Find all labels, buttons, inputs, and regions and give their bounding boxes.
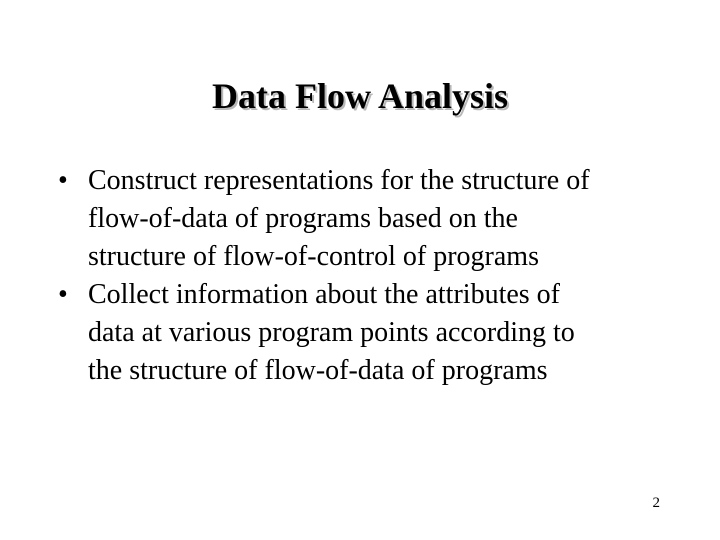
bullet-line: the structure of flow-of-data of programs xyxy=(88,355,548,386)
bullet-line: data at various program points according to xyxy=(88,317,575,348)
bullet-line: Construct representations for the structure of xyxy=(88,165,590,196)
bullet-text xyxy=(88,276,698,390)
bullet-text xyxy=(88,162,698,276)
bullet-icon: • xyxy=(58,165,68,196)
bullet-item xyxy=(58,276,698,390)
bullet-line: structure of flow-of-control of programs xyxy=(88,241,539,272)
bullet-item xyxy=(58,162,698,276)
page-number: 2 xyxy=(652,495,660,511)
slide-title: Data Flow Analysis xyxy=(211,76,509,116)
bullet-list xyxy=(58,162,698,390)
bullet-icon: • xyxy=(58,279,68,310)
bullet-line: Collect information about the attributes of xyxy=(88,279,560,310)
bullet-line: flow-of-data of programs based on the xyxy=(88,203,518,234)
